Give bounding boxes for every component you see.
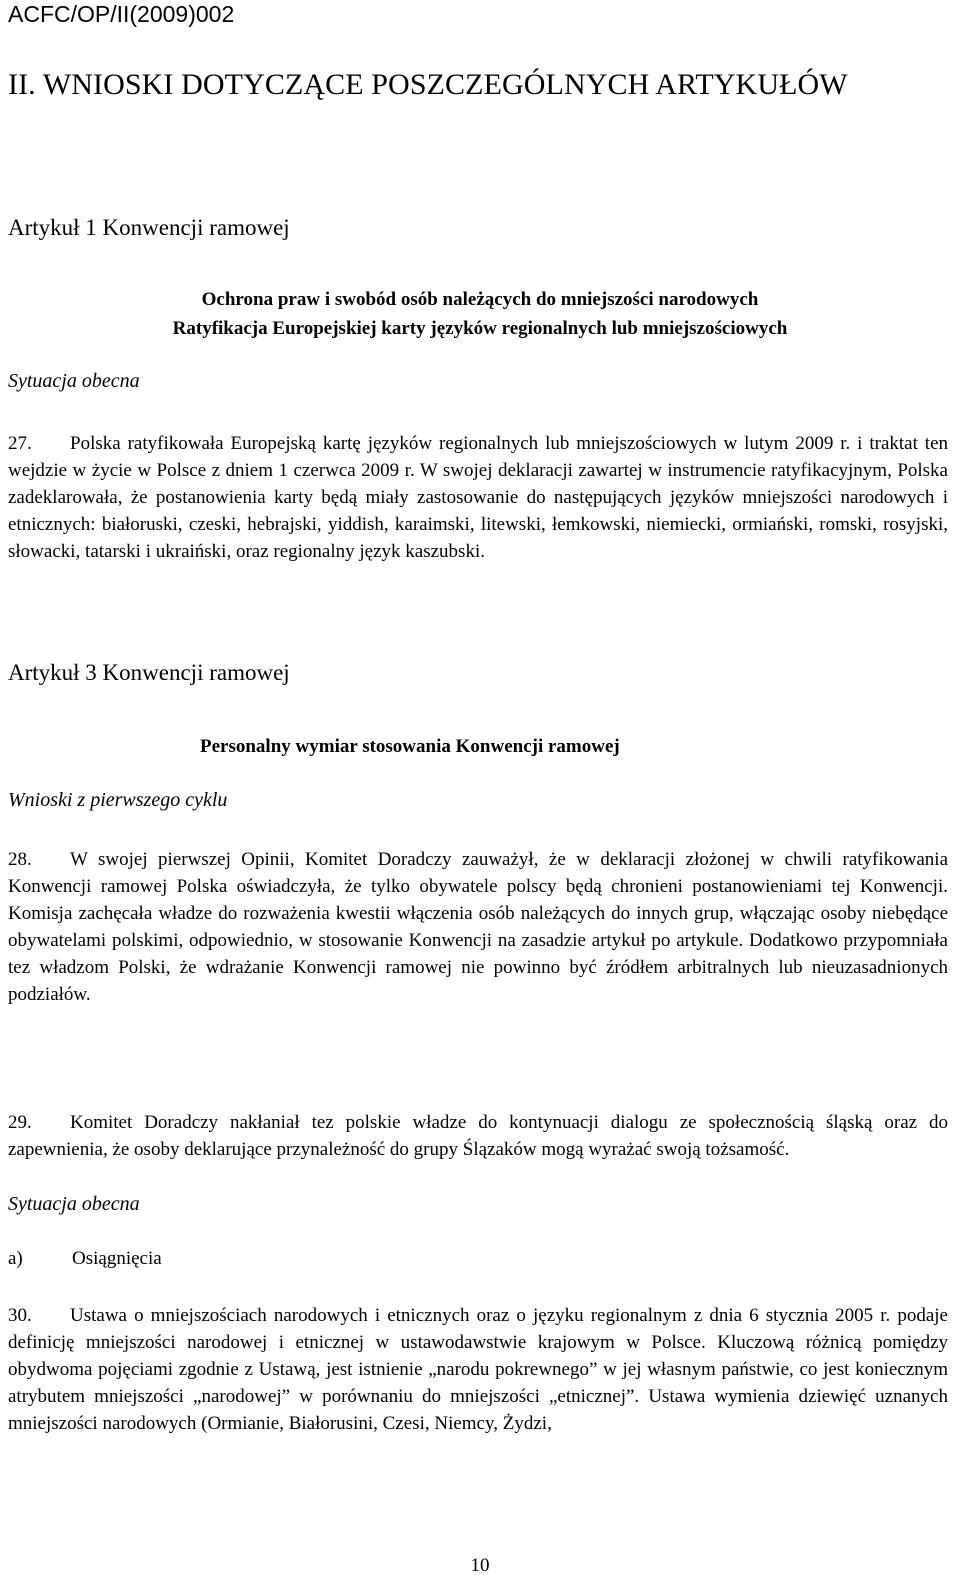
item-a — [8, 1248, 162, 1270]
paragraph-30 — [8, 1302, 948, 1437]
paragraph-28 — [8, 846, 948, 1008]
article-3-status-heading: Sytuacja obecna — [8, 1193, 140, 1215]
article-1-status-heading: Sytuacja obecna — [8, 370, 140, 392]
paragraph-28-text: W swojej pierwszej Opinii, Komitet Doradczy zauważył, że w deklaracji złożonej w chwili ratyfikowania Konwencji ramowej Polska oświadczyła, że tylko obywatele polscy będą chronieni postanowieniami tej Konwencji. Komisja zachęcała władze do rozważenia kwestii włączenia osób należących do innych grup, włączając osoby niebędące obywatelami polskimi, odpowiednio, w stosowanie Konwencji na zasadzie artykuł po artykule. Dodatkowo przypomniała tez władzom Polski, że wdrażanie Konwencji ramowej nie powinno być źródłem arbitralnych lub nieuzasadnionych podziałów. — [8, 849, 948, 1005]
item-a-label: Osiągnięcia — [72, 1248, 162, 1269]
paragraph-27 — [8, 430, 948, 565]
paragraph-29-text: Komitet Doradczy nakłaniał tez polskie władze do kontynuacji dialogu ze społecznością śląską oraz do zapewnienia, że osoby deklarujące przynależność do grupy Ślązaków mogą wyrażać swoją tożsamość. — [8, 1112, 948, 1160]
section-title: II. WNIOSKI DOTYCZĄCE POSZCZEGÓLNYCH ARTYKUŁÓW — [8, 68, 848, 101]
article-3-title: Artykuł 3 Konwencji ramowej — [8, 660, 290, 685]
article-1-subtitle-line2: Ratyfikacja Europejskiej karty języków regionalnych lub mniejszościowych — [172, 318, 788, 339]
findings-heading: Wnioski z pierwszego cyklu — [8, 789, 228, 811]
paragraph-27-number: 27. — [8, 433, 32, 454]
paragraph-30-number: 30. — [8, 1305, 32, 1326]
paragraph-27-text: Polska ratyfikowała Europejską kartę języków regionalnych lub mniejszościowych w lutym 2009 r. i traktat ten wejdzie w życie w Polsce z dniem 1 czerwca 2009 r. W swojej deklaracji zawartej w instrumencie ratyfikacyjnym, Polska zadeklarowała, że postanowienia karty będą miały zastosowanie do następujących języków mniejszości narodowych i etnicznych: białoruski, czeski, hebrajski, yiddish, karaimski, litewski, łemkowski, niemiecki, ormiański, romski, rosyjski, słowacki, tatarski i ukraiński, oraz regionalny język kaszubski. — [8, 433, 948, 562]
article-3-subtitle: Personalny wymiar stosowania Konwencji ramowej — [200, 736, 620, 757]
paragraph-29-number: 29. — [8, 1112, 32, 1133]
paragraph-28-number: 28. — [8, 849, 32, 870]
paragraph-30-text: Ustawa o mniejszościach narodowych i etnicznych oraz o języku regionalnym z dnia 6 stycznia 2005 r. podaje definicję mniejszości narodowej i etnicznej w ustawodawstwie krajowym w Polsce. Kluczową różnicą pomiędzy obydwoma pojęciami zgodnie z Ustawą, jest istnienie „narodu pokrewnego” w jej własnym państwie, co jest koniecznym atrybutem mniejszości „narodowej” w porównaniu do mniejszości „etnicznej”. Ustawa wymienia dziewięć uznanych mniejszości narodowych (Ormianie, Białorusini, Czesi, Niemcy, Żydzi, — [8, 1305, 948, 1434]
item-a-marker: a) — [8, 1248, 23, 1269]
article-1-title: Artykuł 1 Konwencji ramowej — [8, 215, 290, 240]
document-id: ACFC/OP/II(2009)002 — [8, 1, 235, 27]
article-1-subtitle-line1: Ochrona praw i swobód osób należących do mniejszości narodowych — [201, 289, 759, 310]
paragraph-29 — [8, 1109, 948, 1163]
page-number: 10 — [470, 1555, 490, 1576]
